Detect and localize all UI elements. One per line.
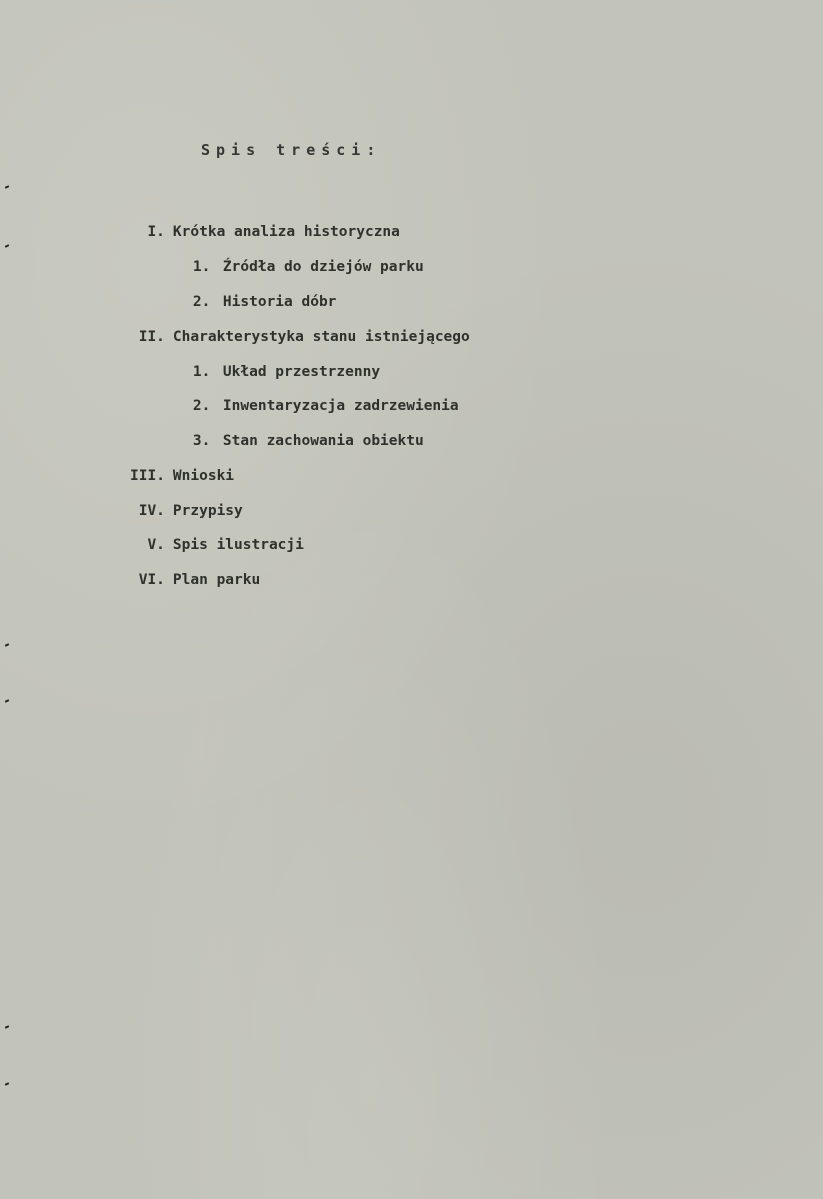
toc-subsection-label: Stan zachowania obiektu (222, 433, 424, 449)
toc-section-label: Krótka analiza historyczna (172, 224, 400, 240)
toc-section-number: VI. (138, 572, 165, 588)
toc-subsection-number: 1. (192, 259, 211, 275)
toc-subsection-label: Źródła do dziejów parku (222, 259, 424, 275)
toc-subsection-number: 1. (192, 364, 211, 380)
page-title: Spis treści: (201, 141, 382, 159)
toc-section-label: Spis ilustracji (172, 537, 304, 553)
toc-section-6 (82, 550, 261, 588)
toc-section-3 (82, 446, 235, 484)
margin-mark (5, 643, 9, 647)
toc-section-label: Charakterystyka stanu istniejącego (172, 329, 470, 345)
toc-section-number: III. (130, 468, 165, 484)
margin-mark (5, 185, 9, 189)
margin-mark (5, 244, 9, 248)
toc-section-1 (82, 202, 400, 240)
toc-subsection-label: Inwentaryzacja zadrzewienia (222, 398, 459, 414)
toc-section-number: I. (147, 224, 165, 240)
toc-subsection-label: Historia dóbr (222, 294, 337, 310)
toc-subsection-number: 3. (192, 433, 211, 449)
toc-subsection-2-1 (158, 342, 381, 380)
toc-section-4 (82, 481, 243, 519)
toc-section-5 (82, 515, 304, 553)
toc-section-number: II. (138, 329, 165, 345)
toc-section-number: IV. (138, 503, 165, 519)
toc-section-2 (82, 307, 470, 345)
margin-mark (5, 1082, 9, 1086)
toc-section-label: Wnioski (172, 468, 235, 484)
toc-subsection-1-2 (158, 272, 337, 310)
toc-subsection-number: 2. (192, 398, 211, 414)
toc-section-number: V. (147, 537, 165, 553)
toc-subsection-1-1 (158, 237, 424, 275)
toc-subsection-label: Układ przestrzenny (222, 364, 381, 380)
margin-mark (5, 1025, 9, 1029)
toc-section-label: Plan parku (172, 572, 261, 588)
toc-subsection-2-3 (158, 411, 424, 449)
toc-subsection-2-2 (158, 376, 459, 414)
margin-mark (5, 699, 9, 703)
toc-section-label: Przypisy (172, 503, 243, 519)
toc-subsection-number: 2. (192, 294, 211, 310)
